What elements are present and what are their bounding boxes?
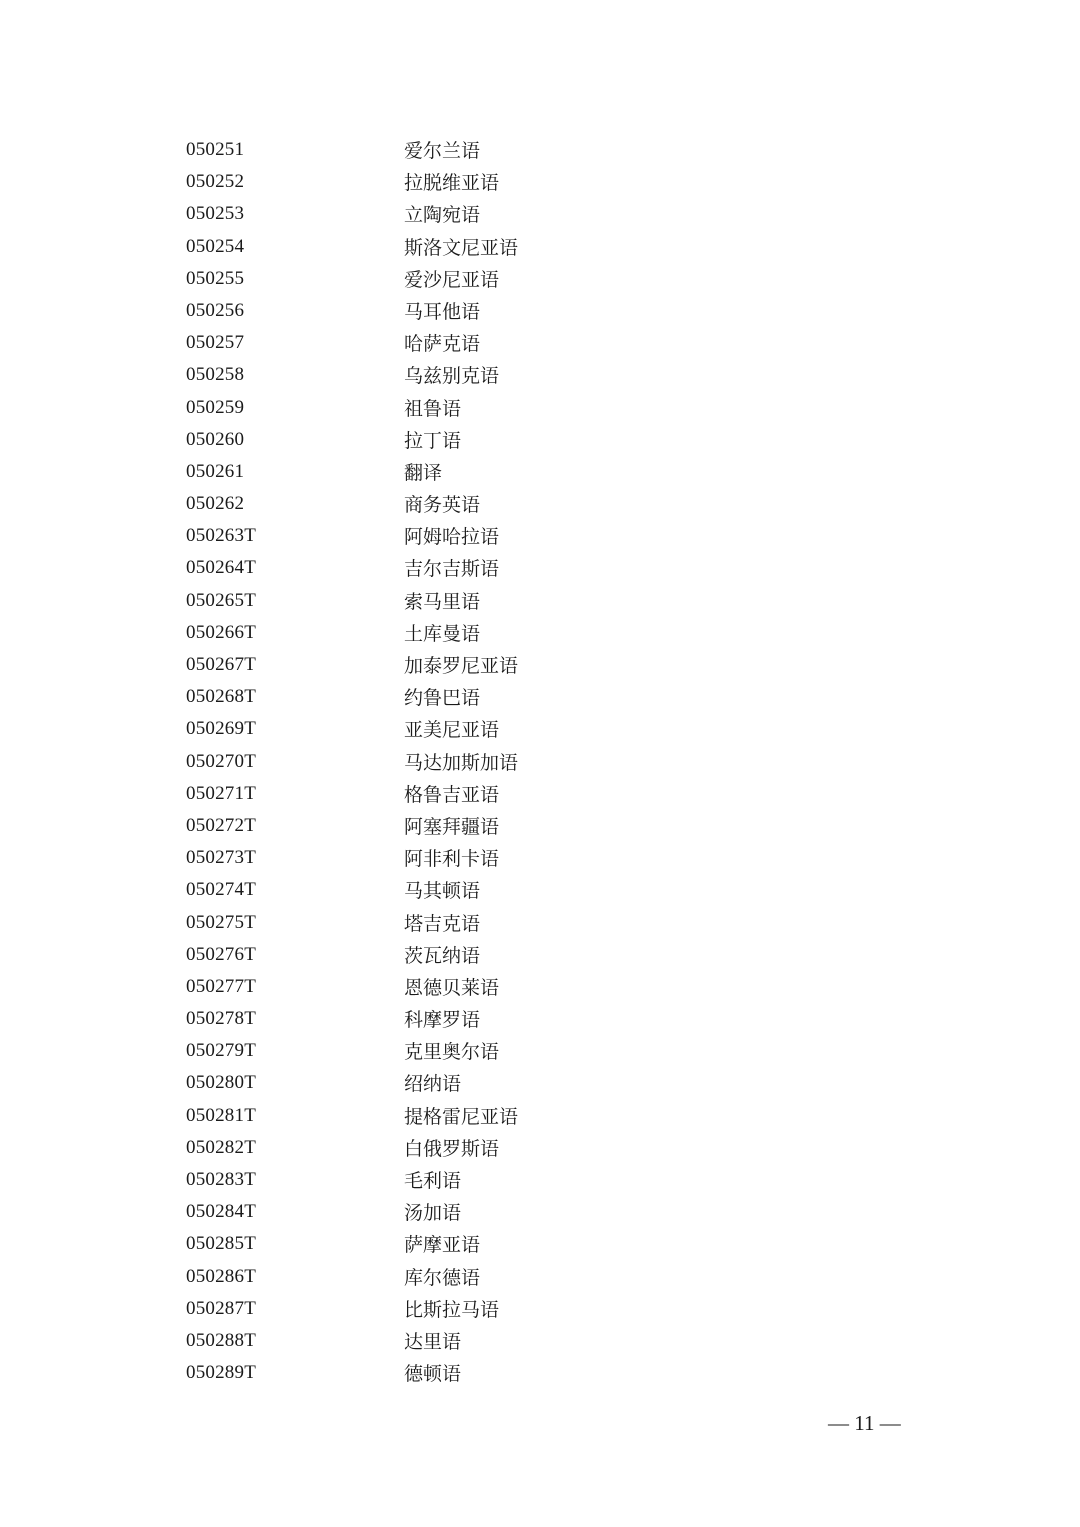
- major-code: 050274T: [186, 879, 257, 901]
- major-code: 050270T: [186, 750, 257, 772]
- major-name: 祖鲁语: [404, 397, 462, 420]
- list-item: [0, 167, 1080, 199]
- list-item: [0, 747, 1080, 779]
- major-code: 050289T: [186, 1362, 257, 1384]
- major-code: 050282T: [186, 1136, 257, 1158]
- major-name: 白俄罗斯语: [404, 1137, 500, 1160]
- list-item: [0, 650, 1080, 682]
- list-item: [0, 553, 1080, 585]
- major-code: 050268T: [186, 686, 257, 708]
- major-code: 050254: [186, 235, 245, 257]
- major-name: 吉尔吉斯语: [404, 558, 500, 581]
- major-name: 立陶宛语: [404, 204, 481, 227]
- major-code: 050272T: [186, 814, 257, 836]
- major-code: 050281T: [186, 1104, 257, 1126]
- list-item: [0, 1101, 1080, 1133]
- list-item: [0, 457, 1080, 489]
- list-item: [0, 972, 1080, 1004]
- major-name: 马其顿语: [404, 880, 481, 903]
- major-name: 比斯拉马语: [404, 1298, 500, 1321]
- major-name: 爱尔兰语: [404, 140, 481, 162]
- page-number: — 11 —: [828, 1411, 901, 1435]
- major-code: 050280T: [186, 1072, 257, 1094]
- list-item: [0, 940, 1080, 972]
- major-name: 乌兹别克语: [404, 365, 500, 388]
- list-item: [0, 521, 1080, 553]
- major-code: 050273T: [186, 847, 257, 869]
- major-code: 050277T: [186, 975, 257, 997]
- list-item: [0, 425, 1080, 457]
- major-code: 050264T: [186, 557, 257, 579]
- major-code: 050266T: [186, 621, 257, 643]
- list-item: [0, 1229, 1080, 1261]
- major-code: 050275T: [186, 911, 257, 933]
- list-item: [0, 618, 1080, 650]
- major-name: 绍纳语: [404, 1073, 462, 1096]
- list-item: [0, 135, 1080, 167]
- major-name: 阿姆哈拉语: [404, 526, 500, 549]
- list-item: [0, 264, 1080, 296]
- major-name: 马耳他语: [404, 300, 481, 323]
- major-code: 050252: [186, 171, 245, 193]
- list-item: [0, 1036, 1080, 1068]
- list-item: [0, 489, 1080, 521]
- major-code: 050263T: [186, 525, 257, 547]
- major-code: 050267T: [186, 654, 257, 675]
- major-code: 050257: [186, 332, 245, 354]
- major-code: 050256: [186, 299, 245, 321]
- major-code: 050285T: [186, 1233, 257, 1255]
- major-name: 萨摩亚语: [404, 1234, 481, 1257]
- major-name: 拉脱维亚语: [404, 172, 500, 195]
- major-code: 050265T: [186, 589, 257, 611]
- list-item: [0, 328, 1080, 360]
- major-name: 库尔德语: [404, 1266, 481, 1289]
- major-code: 050284T: [186, 1201, 257, 1223]
- list-item: [0, 586, 1080, 618]
- list-item: [0, 908, 1080, 940]
- list-item: [0, 1326, 1080, 1358]
- major-code: 050261: [186, 460, 245, 482]
- major-code: 050287T: [186, 1297, 257, 1319]
- major-code: 050288T: [186, 1329, 257, 1351]
- major-name: 德顿语: [404, 1363, 462, 1386]
- major-name: 斯洛文尼亚语: [404, 236, 519, 259]
- major-list: [0, 135, 1080, 1390]
- major-code: 050286T: [186, 1265, 257, 1287]
- major-code: 050278T: [186, 1008, 257, 1030]
- list-item: [0, 393, 1080, 425]
- major-code: 050262: [186, 493, 245, 515]
- major-name: 翻译: [404, 461, 443, 484]
- major-name: 哈萨克语: [404, 333, 481, 356]
- major-name: 科摩罗语: [404, 1009, 481, 1032]
- list-item: [0, 296, 1080, 328]
- major-name: 加泰罗尼亚语: [404, 655, 519, 677]
- list-item: [0, 1197, 1080, 1229]
- major-code: 050251: [186, 139, 245, 160]
- list-item: [0, 199, 1080, 231]
- major-name: 亚美尼亚语: [404, 719, 500, 742]
- list-item: [0, 1358, 1080, 1390]
- list-item: [0, 779, 1080, 811]
- list-item: [0, 232, 1080, 264]
- major-name: 提格雷尼亚语: [404, 1105, 519, 1128]
- major-name: 索马里语: [404, 590, 481, 613]
- major-name: 土库曼语: [404, 622, 481, 645]
- list-item: [0, 843, 1080, 875]
- list-item: [0, 1068, 1080, 1100]
- major-name: 马达加斯加语: [404, 751, 519, 774]
- major-name: 克里奥尔语: [404, 1041, 500, 1064]
- major-code: 050269T: [186, 718, 257, 740]
- list-item: [0, 1004, 1080, 1036]
- major-code: 050253: [186, 203, 245, 225]
- list-item: [0, 1294, 1080, 1326]
- list-item: [0, 875, 1080, 907]
- major-name: 阿非利卡语: [404, 848, 500, 871]
- major-name: 汤加语: [404, 1202, 462, 1225]
- list-item: [0, 1165, 1080, 1197]
- major-name: 毛利语: [404, 1170, 462, 1192]
- list-item: [0, 811, 1080, 843]
- major-name: 爱沙尼亚语: [404, 268, 500, 291]
- major-code: 050260: [186, 428, 245, 450]
- major-code: 050271T: [186, 782, 257, 804]
- list-item: [0, 1262, 1080, 1294]
- major-code: 050276T: [186, 943, 257, 965]
- major-code: 050255: [186, 267, 245, 289]
- major-name: 约鲁巴语: [404, 687, 481, 710]
- major-code: 050259: [186, 396, 245, 418]
- major-name: 茨瓦纳语: [404, 944, 481, 967]
- major-name: 拉丁语: [404, 429, 462, 452]
- major-code: 050283T: [186, 1169, 257, 1190]
- major-name: 恩德贝莱语: [404, 976, 500, 999]
- major-name: 阿塞拜疆语: [404, 815, 500, 838]
- list-item: [0, 682, 1080, 714]
- list-item: [0, 360, 1080, 392]
- major-code: 050258: [186, 364, 245, 386]
- list-item: [0, 1133, 1080, 1165]
- list-item: [0, 714, 1080, 746]
- major-name: 塔吉克语: [404, 912, 481, 935]
- major-name: 格鲁吉亚语: [404, 783, 500, 806]
- major-name: 商务英语: [404, 494, 481, 517]
- major-code: 050279T: [186, 1040, 257, 1062]
- major-name: 达里语: [404, 1330, 462, 1353]
